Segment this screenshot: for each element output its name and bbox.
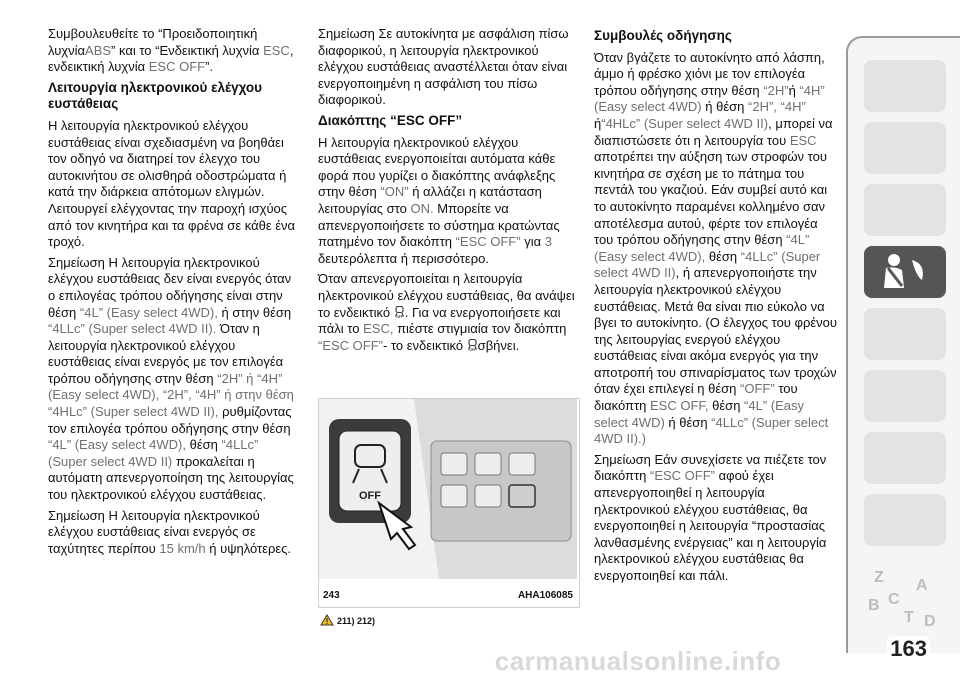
esc-off-indicator-icon (394, 306, 405, 318)
page-number: 163 (887, 636, 930, 662)
text: Σημείωση Η λειτουργία ηλεκτρονικού ελέγχου ευστάθειας δεν είναι ενεργός όταν ο επιλογέας τρόπου οδήγησης είναι στην θέση (48, 254, 292, 320)
text: ή (788, 82, 796, 98)
text: , μπορεί να διαπιστώσετε ότι η λειτουργία του (594, 115, 833, 148)
esc-off-indicator-icon (467, 339, 478, 351)
watermark: carmanualsonline.info (494, 646, 782, 676)
intro-paragraph (48, 26, 298, 76)
section-heading: Διακόπτης “ESC OFF” (318, 112, 463, 128)
note-paragraph: Σημείωση Σε αυτοκίνητα με ασφάλιση πίσω διαφορικού, η λειτουργία ηλεκτρονικού ελέγχου ευστάθειας αναστέλλεται όταν είναι ενεργοποιημένη η ασφάλιση του πίσω διαφορικού. (318, 26, 569, 108)
text: ή θέση (705, 99, 745, 115)
text-grey: ESC (789, 132, 817, 148)
notes-references: 211) 212) (337, 616, 376, 626)
text-grey: 15 km/h (159, 540, 206, 556)
text: αφού έχει απενεργοποιηθεί η λειτουργία ηλεκτρονικού ελέγχου ευστάθειας, θα ενεργοποιηθεί η λειτουργία “προστασίας λανθασμένης ενέργειας” και η λειτουργία ηλεκτρονικού ελέγχου ευστάθειας θα ενεργοποιηθεί και πάλι. (594, 468, 827, 583)
chapter-tab-block (864, 60, 946, 112)
text: ή στην θέση (221, 304, 292, 320)
switch-panel-illustration (319, 399, 577, 579)
text-grey: ON. (410, 200, 434, 216)
text-grey: “4H” (Easy select 4WD) (594, 82, 825, 115)
text-grey: ESC, (363, 321, 394, 337)
text-grey: “2H” ή “4H” (Easy select 4WD), “2H”, “4H” ή στην θέση “4HLc” (Super select 4WD II), (48, 370, 294, 420)
text: Όταν απενεργοποιείται η λειτουργία ηλεκτρονικού ελέγχου ευστάθειας, θα ανάψει το ενδεικτικό (318, 271, 575, 320)
text: πιέστε στιγμιαία τον διακόπτη (397, 321, 567, 337)
chapter-tab-block (864, 122, 946, 174)
text-grey: ESC OFF, (650, 398, 709, 414)
text: , ή απενεργοποιήστε την λειτουργία ηλεκτρονικού ελέγχου ευστάθειας. Μετά θα είναι πιο εύκολο να βγει το αυτοκίνητο. (Ο έλεγχος του φρένου της λειτουργίας ενεργού ελέγχου ευστάθειας είναι ακόμα ενεργός για την αποτροπή του σπιναρίσματος των τροχών όταν έχει επιλεγεί η θέση (594, 265, 837, 397)
chapter-tab-block (864, 432, 946, 484)
text: Συμβουλευθείτε το “Προειδοποιητική λυχνία (48, 26, 258, 58)
text-grey: “2H”, “4H” (748, 99, 806, 115)
text-grey: “ESC OFF” (650, 468, 715, 484)
text: Όταν βγάζετε το αυτοκίνητο από λάσπη, άμμο ή φρέσκο χιόνι με τον επιλογέα τρόπου οδήγησης στην θέση (594, 49, 825, 98)
switch-off-label: OFF (359, 490, 381, 502)
text-grey: 3 (544, 234, 552, 250)
esc-off-switch-figure (318, 398, 580, 608)
text: Σημείωση Εάν συνεχίσετε να πιέζετε τον διακόπτη (594, 451, 827, 484)
text-grey: ABS (85, 42, 112, 58)
chapter-tab-block (864, 494, 946, 546)
text-grey: ESC (263, 42, 290, 58)
body-paragraph (594, 50, 838, 448)
text-grey: “4LLc” (Super select 4WD II).) (594, 414, 829, 447)
column-1 (48, 26, 298, 561)
column-2 (318, 26, 578, 358)
index-letters-graphic (864, 560, 946, 640)
seat-belt-airbag-icon (864, 246, 946, 298)
text: σβήνει. (477, 337, 520, 353)
section-heading: Συμβουλές οδήγησης (594, 28, 732, 43)
figure-code: AHA106085 (517, 590, 573, 601)
svg-text:OFF: OFF (468, 347, 476, 351)
note-paragraph (48, 255, 298, 504)
chapter-tab-block-active (864, 246, 946, 298)
text-grey: “4HLc” (Super select 4WD II) (601, 115, 769, 131)
chapter-tab-block (864, 308, 946, 360)
index-letter: T (904, 609, 914, 626)
text: ή αλλάζει η κατάσταση λειτουργίας στο (318, 184, 542, 216)
body-paragraph: Η λειτουργία ηλεκτρονικού ελέγχου ευστάθειας είναι σχεδιασμένη να βοηθάει τον οδηγό να διατηρεί τον έλεγχο του αυτοκινήτου σε ολισθηρά οδοστρώματα ή κατά την διάρκεια απότομων ελιγμών. Λειτουργεί ελέγχοντας την παροχή ισχύος από τον κινητήρα και τα φρένα σε κάθε ένα τροχό. (48, 117, 296, 250)
text-grey: “4LLc” (Super select 4WD II). (48, 321, 217, 337)
text: , ενδεικτική λυχνία (48, 42, 294, 75)
text-grey: “ESC OFF” (318, 337, 383, 353)
text: ή θέση (668, 414, 708, 430)
note-paragraph (48, 508, 298, 558)
text: θέση (708, 248, 738, 264)
text: Μπορείτε να απενεργοποιήσετε το σύστημα κρατώντας πατημένο τον διακόπτη (318, 200, 560, 250)
text-grey: “OFF” (740, 381, 775, 397)
chapter-side-tab (846, 36, 960, 653)
chapter-tab-block (864, 370, 946, 422)
text-grey: “4L” (Easy select 4WD), (79, 304, 218, 320)
text: αποτρέπει την αύξηση των στροφών του κινητήρα σε σχέση με το πάτημα του πεντάλ του γκαζιού. Εάν συμβεί αυτό και το αυτοκίνητο παραμένει κολλημένο σαν αποτέλεσμα αυτού, φέρτε τον επιλογέα του τρόπου οδήγησης στην θέση (594, 149, 828, 248)
text-grey: ESC OFF (148, 59, 206, 75)
column-3 (594, 26, 838, 589)
text: ή υψηλότερες. (209, 540, 292, 556)
text: δευτερόλεπτα ή περισσότερο. (318, 250, 489, 266)
index-letter: A (916, 577, 928, 594)
text: Σημείωση Η λειτουργία ηλεκτρονικού ελέγχου ευστάθειας είναι ενεργός σε ταχύτητες περίπου (48, 507, 260, 556)
text-grey: “ON” (380, 184, 409, 200)
text: του διακόπτη (594, 381, 798, 414)
text: θέση (712, 398, 741, 414)
text: Όταν η λειτουργία ηλεκτρονικού ελέγχου ευστάθειας είναι ενεργός με τον επιλογέα τρόπου οδήγησης στην θέση (48, 321, 284, 386)
text: ”. (205, 59, 214, 75)
text: Η λειτουργία ηλεκτρονικού ελέγχου ευστάθειας ενεργοποιείται αυτόματα κάθε φορά που γυρίζει ο διακόπτης ανάφλεξης στην θέση (318, 134, 556, 200)
body-paragraph (318, 135, 578, 268)
warning-notes (320, 614, 375, 626)
text-grey: “4LLc” (Super select 4WD II) (48, 437, 259, 469)
index-letter: D (924, 613, 936, 630)
figure-number: 243 (323, 590, 340, 601)
warning-triangle-icon (320, 614, 334, 626)
text-grey: “4L” (Easy select 4WD), (48, 437, 186, 453)
text-grey: “4L” (Easy select 4WD), (594, 232, 810, 264)
body-paragraph (318, 271, 578, 354)
svg-text:OFF: OFF (396, 314, 403, 318)
text: . Για να ενεργοποιήσετε και πάλι το (318, 304, 561, 337)
index-letter: C (888, 591, 900, 608)
text-grey: “4L” (Easy select 4WD) (594, 398, 805, 430)
text: θέση (189, 437, 218, 453)
section-heading: Λειτουργία ηλεκτρονικού ελέγχου ευστάθειας (48, 79, 262, 112)
text-grey: “4LLc” (Super select 4WD II) (594, 248, 821, 281)
text: ή (594, 115, 602, 131)
note-paragraph (594, 452, 838, 585)
index-letter: Z (874, 569, 884, 586)
text-grey: “2H” (763, 82, 789, 98)
text: προκαλείται η αυτόματη απενεργοποίηση της λειτουργίας του ηλεκτρονικού ελέγχου ευστάθειας. (48, 453, 294, 503)
index-letter: B (868, 597, 880, 614)
text: - το ενδεικτικό (383, 337, 464, 353)
chapter-tab-block (864, 184, 946, 236)
text: για (524, 234, 542, 250)
text-grey: “ESC OFF” (455, 234, 521, 250)
text: ρυθμίζοντας τον επιλογέα τρόπου οδήγησης στην θέση (48, 404, 292, 436)
text: ” και το “Ενδεικτική λυχνία (111, 42, 260, 58)
